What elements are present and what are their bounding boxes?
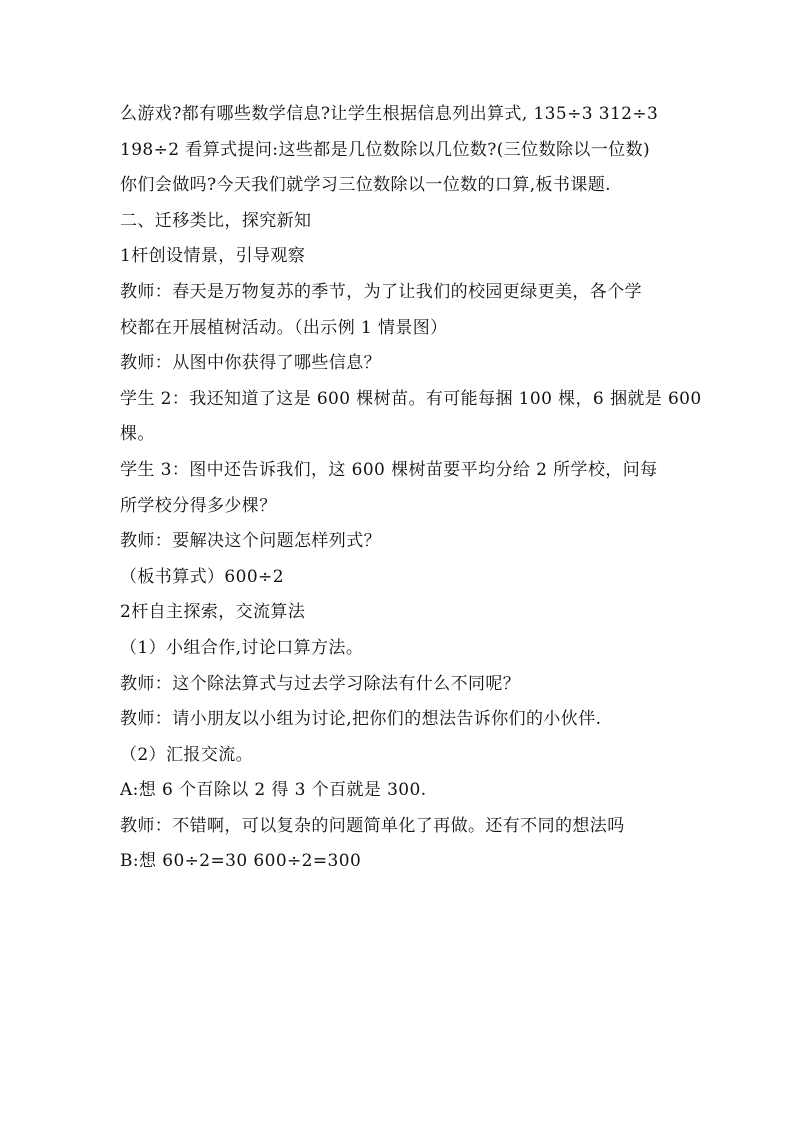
subsection-heading: 1杆创设情景，引导观察 [120,246,306,267]
subsection-heading: 2杆自主探索，交流算法 [120,602,306,623]
text-line: 教师：不错啊，可以复杂的问题简单化了再做。还有不同的想法吗 [120,815,625,836]
document-body [120,97,702,880]
text-line: 校都在开展植树活动。（出示例 1 情景图） [120,317,448,338]
text-line: 教师：这个除法算式与过去学习除法有什么不同呢？ [120,673,521,694]
text-line: 教师：要解决这个问题怎样列式？ [120,531,381,552]
text-line: 棵。 [120,424,155,445]
text-line: （1）小组合作,讨论口算方法。 [120,637,364,658]
text-line: 教师：春天是万物复苏的季节，为了让我们的校园更绿更美，各个学 [120,281,642,302]
text-line: 你们会做吗?今天我们就学习三位数除以一位数的口算,板书课题. [120,175,611,196]
text-line: 教师：请小朋友以小组为讨论,把你们的想法告诉你们的小伙伴. [120,709,602,730]
text-line: 么游戏?都有哪些数学信息?让学生根据信息列出算式, 135÷3 312÷3 [120,104,659,124]
text-line: 198÷2 看算式提问:这些都是几位数除以几位数?(三位数除以一位数) [120,139,651,160]
text-line: A:想 6 个百除以 2 得 3 个百就是 300. [120,780,427,801]
text-line: 所学校分得多少棵？ [120,495,277,516]
text-line: 学生 2：我还知道了这是 600 棵树苗。有可能每捆 100 棵，6 捆就是 600 [120,388,702,409]
text-line: 学生 3：图中还告诉我们，这 600 棵树苗要平均分给 2 所学校，问每 [120,459,658,480]
text-line: （板书算式）600÷2 [120,566,284,587]
text-line: （2）汇报交流。 [120,744,254,765]
text-line: 教师：从图中你获得了哪些信息？ [120,353,381,374]
section-heading: 二、迁移类比，探究新知 [120,210,312,231]
text-line: B:想 60÷2=30 600÷2=300 [120,851,362,872]
